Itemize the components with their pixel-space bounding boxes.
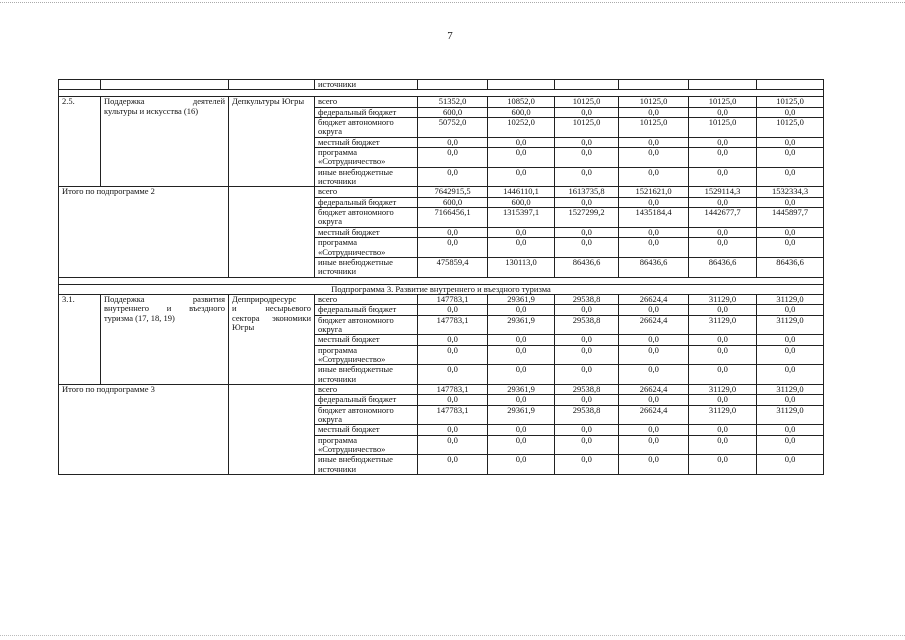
section-title: Подпрограмма 3. Развитие внутреннего и въездного туризма xyxy=(59,284,824,294)
amount-cell: 0,0 xyxy=(757,137,824,147)
amount-cell: 0,0 xyxy=(418,167,488,187)
executor-name-line: и несырьевого xyxy=(232,303,311,314)
executor-cell xyxy=(229,294,315,384)
amount-cell: 29538,8 xyxy=(555,384,619,394)
item-code: 3.1. xyxy=(59,294,101,384)
item-name xyxy=(101,97,229,187)
amount-cell: 1445897,7 xyxy=(757,208,824,228)
amount-cell: 10125,0 xyxy=(555,97,619,107)
amount-cell: 86436,6 xyxy=(689,257,757,277)
amount-cell: 1529114,3 xyxy=(689,187,757,197)
amount-cell: 0,0 xyxy=(418,395,488,405)
amount-cell: 0,0 xyxy=(619,345,689,365)
source-label: иные внебюджетные источники xyxy=(315,365,418,385)
amount-cell: 10125,0 xyxy=(757,118,824,138)
amount-cell: 0,0 xyxy=(418,227,488,237)
amount-cell: 475859,4 xyxy=(418,257,488,277)
amount-cell: 0,0 xyxy=(488,137,555,147)
spacer-row xyxy=(59,277,824,284)
amount-cell: 0,0 xyxy=(757,238,824,258)
amount-cell: 0,0 xyxy=(619,335,689,345)
amount-cell: 0,0 xyxy=(689,365,757,385)
amount-cell: 0,0 xyxy=(619,148,689,168)
amount-cell: 0,0 xyxy=(757,148,824,168)
amount-cell: 31129,0 xyxy=(689,405,757,425)
amount-cell: 0,0 xyxy=(689,148,757,168)
amount-cell: 10125,0 xyxy=(619,118,689,138)
executor-cell xyxy=(229,97,315,187)
amount-cell: 0,0 xyxy=(689,425,757,435)
executor-name-line: сектора экономики xyxy=(232,312,311,323)
amount-cell: 0,0 xyxy=(689,227,757,237)
amount-cell: 0,0 xyxy=(619,305,689,315)
amount-cell: 31129,0 xyxy=(689,384,757,394)
amount-cell: 0,0 xyxy=(555,425,619,435)
amount-cell: 0,0 xyxy=(488,435,555,455)
amount-cell: 29538,8 xyxy=(555,405,619,425)
amount-cell: 0,0 xyxy=(757,107,824,117)
amount-cell: 600,0 xyxy=(488,197,555,207)
amount-cell: 0,0 xyxy=(757,197,824,207)
amount-cell: 31129,0 xyxy=(757,384,824,394)
amount-cell: 0,0 xyxy=(555,335,619,345)
amount-cell: 0,0 xyxy=(418,238,488,258)
amount-cell: 0,0 xyxy=(757,365,824,385)
amount-cell: 0,0 xyxy=(619,435,689,455)
amount-cell: 0,0 xyxy=(689,137,757,147)
amount-cell: 10125,0 xyxy=(689,118,757,138)
amount-cell: 0,0 xyxy=(555,197,619,207)
amount-cell: 0,0 xyxy=(488,238,555,258)
source-label: всего xyxy=(315,384,418,394)
item-code: 2.5. xyxy=(59,97,101,187)
amount-cell: 26624,4 xyxy=(619,384,689,394)
subtotal-label: Итого по подпрограмме 3 xyxy=(59,384,229,474)
amount-cell: 31129,0 xyxy=(757,315,824,335)
executor-cell xyxy=(229,384,315,474)
amount-cell: 0,0 xyxy=(555,455,619,475)
amount-cell: 1446110,1 xyxy=(488,187,555,197)
executor-name: Депкультуры Югры xyxy=(232,96,305,107)
amount-cell: 0,0 xyxy=(757,455,824,475)
amount-cell: 0,0 xyxy=(418,365,488,385)
amount-cell: 10125,0 xyxy=(689,97,757,107)
table-body xyxy=(59,80,824,475)
amount-cell: 130113,0 xyxy=(488,257,555,277)
amount-cell: 10125,0 xyxy=(619,97,689,107)
amount-cell: 0,0 xyxy=(619,238,689,258)
amount-cell: 600,0 xyxy=(418,197,488,207)
amount-cell: 0,0 xyxy=(488,335,555,345)
amount-cell: 86436,6 xyxy=(555,257,619,277)
amount-cell: 0,0 xyxy=(757,435,824,455)
amount-cell: 1435184,4 xyxy=(619,208,689,228)
amount-cell: 0,0 xyxy=(555,227,619,237)
executor-cell xyxy=(229,187,315,277)
item-name xyxy=(101,294,229,384)
amount-cell: 0,0 xyxy=(619,107,689,117)
amount-cell: 0,0 xyxy=(689,238,757,258)
amount-cell: 0,0 xyxy=(619,197,689,207)
source-label: иные внебюджетные источники xyxy=(315,455,418,475)
amount-cell: 0,0 xyxy=(757,167,824,187)
amount-cell: 29361,9 xyxy=(488,315,555,335)
item-name-line: внутреннего и въездного xyxy=(104,303,225,314)
executor-name-line: Югры xyxy=(232,321,255,332)
amount-cell: 0,0 xyxy=(555,148,619,168)
source-label: местный бюджет xyxy=(315,425,418,435)
amount-cell: 0,0 xyxy=(689,455,757,475)
amount-cell: 26624,4 xyxy=(619,294,689,304)
source-label: местный бюджет xyxy=(315,335,418,345)
amount-cell: 0,0 xyxy=(418,335,488,345)
amount-cell: 29361,9 xyxy=(488,294,555,304)
amount-cell: 31129,0 xyxy=(689,294,757,304)
amount-cell: 0,0 xyxy=(689,435,757,455)
amount-cell: 0,0 xyxy=(555,107,619,117)
amount-cell: 29361,9 xyxy=(488,405,555,425)
amount-cell: 0,0 xyxy=(488,345,555,365)
amount-cell: 31129,0 xyxy=(757,405,824,425)
amount-cell: 0,0 xyxy=(757,345,824,365)
item-name-line: Поддержка развития xyxy=(104,294,225,304)
source-label: федеральный бюджет xyxy=(315,395,418,405)
scan-top-edge xyxy=(0,2,905,3)
amount-cell: 86436,6 xyxy=(619,257,689,277)
amount-cell: 7166456,1 xyxy=(418,208,488,228)
amount-cell: 600,0 xyxy=(488,107,555,117)
source-label: бюджет автономного округа xyxy=(315,118,418,138)
amount-cell: 0,0 xyxy=(418,137,488,147)
source-label: местный бюджет xyxy=(315,227,418,237)
source-label: всего xyxy=(315,187,418,197)
amount-cell: 147783,1 xyxy=(418,405,488,425)
funding-table xyxy=(58,79,824,475)
amount-cell: 0,0 xyxy=(689,305,757,315)
amount-cell: 29361,9 xyxy=(488,384,555,394)
amount-cell: 29538,8 xyxy=(555,315,619,335)
amount-cell: 0,0 xyxy=(555,435,619,455)
amount-cell: 0,0 xyxy=(689,167,757,187)
amount-cell: 0,0 xyxy=(488,365,555,385)
amount-cell: 0,0 xyxy=(488,425,555,435)
amount-cell: 0,0 xyxy=(619,227,689,237)
source-label: программа «Сотрудничество» xyxy=(315,238,418,258)
amount-cell: 0,0 xyxy=(757,425,824,435)
subtotal-label: Итого по подпрограмме 2 xyxy=(59,187,229,277)
source-label: федеральный бюджет xyxy=(315,305,418,315)
item-name-line: культуры и искусства (16) xyxy=(104,105,199,116)
amount-cell: 0,0 xyxy=(689,395,757,405)
amount-cell: 0,0 xyxy=(555,365,619,385)
amount-cell: 0,0 xyxy=(757,227,824,237)
amount-cell: 0,0 xyxy=(757,305,824,315)
amount-cell: 0,0 xyxy=(619,425,689,435)
amount-cell: 0,0 xyxy=(418,455,488,475)
page-number: 7 xyxy=(447,30,453,42)
amount-cell: 0,0 xyxy=(555,345,619,365)
source-label: программа «Сотрудничество» xyxy=(315,435,418,455)
amount-cell: 31129,0 xyxy=(689,315,757,335)
item-name-line: туризма (17, 18, 19) xyxy=(104,312,175,323)
source-label: бюджет автономного округа xyxy=(315,405,418,425)
amount-cell: 0,0 xyxy=(488,167,555,187)
source-label: иные внебюджетные источники xyxy=(315,257,418,277)
spacer-row xyxy=(59,90,824,97)
amount-cell: 0,0 xyxy=(619,365,689,385)
amount-cell: 29538,8 xyxy=(555,294,619,304)
amount-cell: 0,0 xyxy=(555,238,619,258)
amount-cell: 26624,4 xyxy=(619,315,689,335)
amount-cell: 147783,1 xyxy=(418,384,488,394)
amount-cell: 0,0 xyxy=(689,107,757,117)
amount-cell: 0,0 xyxy=(555,305,619,315)
scan-bottom-edge xyxy=(0,635,905,636)
amount-cell: 0,0 xyxy=(757,395,824,405)
amount-cell: 0,0 xyxy=(689,197,757,207)
amount-cell: 0,0 xyxy=(619,137,689,147)
source-label: программа «Сотрудничество» xyxy=(315,148,418,168)
amount-cell: 0,0 xyxy=(555,167,619,187)
amount-cell: 51352,0 xyxy=(418,97,488,107)
amount-cell: 600,0 xyxy=(418,107,488,117)
item-name-line: Поддержка деятелей xyxy=(104,96,225,107)
amount-cell: 10852,0 xyxy=(488,97,555,107)
amount-cell: 0,0 xyxy=(619,167,689,187)
amount-cell: 1527299,2 xyxy=(555,208,619,228)
amount-cell: 0,0 xyxy=(488,305,555,315)
amount-cell: 0,0 xyxy=(689,345,757,365)
source-label: федеральный бюджет xyxy=(315,107,418,117)
amount-cell: 0,0 xyxy=(488,455,555,475)
table-row xyxy=(59,97,824,107)
amount-cell: 147783,1 xyxy=(418,294,488,304)
amount-cell: 1613735,8 xyxy=(555,187,619,197)
source-label: бюджет автономного округа xyxy=(315,208,418,228)
table-row xyxy=(59,187,824,197)
amount-cell: 1315397,1 xyxy=(488,208,555,228)
source-label: всего xyxy=(315,97,418,107)
source-label: федеральный бюджет xyxy=(315,197,418,207)
source-label: источники xyxy=(315,80,418,90)
amount-cell: 86436,6 xyxy=(757,257,824,277)
amount-cell: 10125,0 xyxy=(555,118,619,138)
source-label: бюджет автономного округа xyxy=(315,315,418,335)
amount-cell: 0,0 xyxy=(555,395,619,405)
amount-cell: 1532334,3 xyxy=(757,187,824,197)
amount-cell: 50752,0 xyxy=(418,118,488,138)
amount-cell: 10125,0 xyxy=(757,97,824,107)
amount-cell: 0,0 xyxy=(555,137,619,147)
section-title-row xyxy=(59,284,824,294)
amount-cell: 147783,1 xyxy=(418,315,488,335)
amount-cell: 1521621,0 xyxy=(619,187,689,197)
amount-cell: 26624,4 xyxy=(619,405,689,425)
executor-name-line: Депприродресурс xyxy=(232,294,297,304)
table-row xyxy=(59,384,824,394)
source-label: программа «Сотрудничество» xyxy=(315,345,418,365)
source-label: местный бюджет xyxy=(315,137,418,147)
amount-cell: 31129,0 xyxy=(757,294,824,304)
source-label: иные внебюджетные источники xyxy=(315,167,418,187)
amount-cell: 0,0 xyxy=(619,455,689,475)
amount-cell: 0,0 xyxy=(757,335,824,345)
amount-cell: 0,0 xyxy=(488,148,555,168)
amount-cell: 0,0 xyxy=(418,345,488,365)
amount-cell: 0,0 xyxy=(488,395,555,405)
amount-cell: 1442677,7 xyxy=(689,208,757,228)
amount-cell: 7642915,5 xyxy=(418,187,488,197)
table-row xyxy=(59,80,824,90)
amount-cell: 0,0 xyxy=(418,425,488,435)
amount-cell: 0,0 xyxy=(418,435,488,455)
amount-cell: 0,0 xyxy=(418,148,488,168)
amount-cell: 0,0 xyxy=(418,305,488,315)
amount-cell: 0,0 xyxy=(619,395,689,405)
table-row xyxy=(59,294,824,304)
amount-cell: 10252,0 xyxy=(488,118,555,138)
amount-cell: 0,0 xyxy=(689,335,757,345)
amount-cell: 0,0 xyxy=(488,227,555,237)
source-label: всего xyxy=(315,294,418,304)
